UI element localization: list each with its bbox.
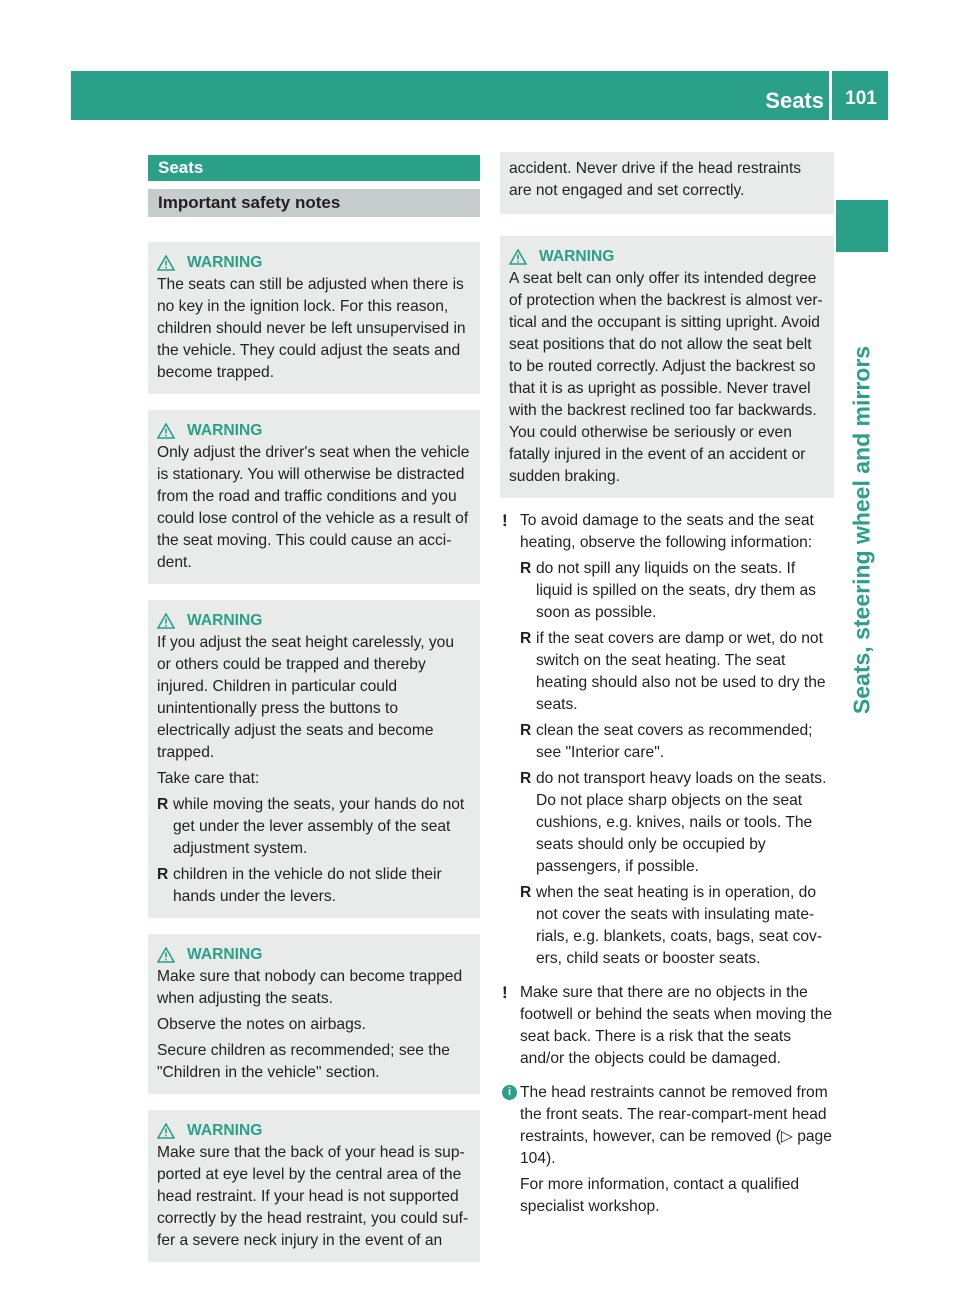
note-text: Make sure that there are no objects in the footwell or behind the seats when moving the seat back. There is a risk that the seats and/or the objects could be damaged.: [520, 984, 833, 1067]
list-item: [520, 628, 834, 716]
list-item-text: while moving the seats, your hands do not get under the lever assembly of the seat adjustment system.: [173, 796, 465, 857]
bullet-icon: R: [520, 770, 532, 787]
warning-text: Take care that:: [157, 770, 260, 787]
header-section-title: Seats: [765, 88, 824, 113]
warning-text: If you adjust the seat height carelessly, you or others could be trapped and thereby injured. Children in particular could unintentionally press the buttons to electrically adjust the seats and become trapped.: [157, 634, 455, 761]
left-column: [148, 155, 480, 1262]
bullet-icon: R: [157, 866, 169, 883]
caution-note: [500, 982, 834, 1070]
warning-text: Observe the notes on airbags.: [157, 1016, 366, 1033]
warning-triangle-icon: [157, 1123, 177, 1139]
warning-label: WARNING: [187, 946, 263, 963]
list-item: [520, 768, 834, 878]
side-tab-label: Seats, steering wheel and mirrors: [848, 345, 875, 715]
list-item: [520, 558, 834, 624]
warning-heading: [157, 252, 471, 274]
bullet-icon: R: [520, 630, 532, 647]
list-item: [520, 882, 834, 970]
exclamation-icon: !: [502, 983, 508, 1002]
warning-label: WARNING: [187, 422, 263, 439]
bullet-icon: R: [520, 722, 532, 739]
side-tab: [836, 200, 888, 1250]
info-icon: i: [502, 1085, 517, 1100]
warning-label: WARNING: [187, 1122, 263, 1139]
warning-box: [148, 600, 480, 918]
note-text: For more information, contact a qualified specialist workshop.: [520, 1176, 800, 1215]
warning-heading: [509, 246, 825, 268]
subsection-heading: Important safety notes: [148, 189, 480, 217]
list-item-text: do not transport heavy loads on the seats. Do not place sharp objects on the seat cushions, e.g. knives, nails or tools. The seats should only be occupied by passengers, if possible.: [536, 770, 827, 875]
list-item-text: children in the vehicle do not slide their hands under the levers.: [173, 866, 442, 905]
list-item-text: do not spill any liquids on the seats. If liquid is spilled on the seats, dry them as soon as possible.: [536, 560, 816, 621]
warning-triangle-icon: [157, 613, 177, 629]
warning-text: accident. Never drive if the head restraints are not engaged and set correctly.: [509, 160, 802, 199]
warning-continuation-box: [500, 152, 834, 214]
warning-triangle-icon: [157, 423, 177, 439]
list-item: [157, 794, 471, 860]
warning-triangle-icon: [157, 947, 177, 963]
page-number: 101: [845, 88, 877, 109]
warning-triangle-icon: [157, 255, 177, 271]
header-separator: [829, 71, 832, 120]
bullet-icon: R: [520, 560, 532, 577]
list-item-text: clean the seat covers as recommended; see "Interior care".: [536, 722, 813, 761]
warning-heading: [157, 420, 471, 442]
note-text: The head restraints cannot be removed from the front seats. The rear-compart-ment head restraints, however, can be removed (▷ page 104).: [520, 1084, 832, 1167]
info-note: [500, 1082, 834, 1218]
warning-box: [148, 1110, 480, 1262]
warning-label: WARNING: [539, 248, 615, 265]
bullet-icon: R: [157, 796, 169, 813]
warning-text: Only adjust the driver's seat when the vehicle is stationary. You will otherwise be distracted from the road and traffic conditions and you could lose control of the vehicle as a result of the seat moving. This could cause an acci-dent.: [157, 444, 470, 571]
warning-heading: [157, 1120, 471, 1142]
warning-text: Secure children as recommended; see the "Children in the vehicle" section.: [157, 1042, 450, 1081]
section-heading: Seats: [148, 155, 480, 181]
list-item: [520, 720, 834, 764]
warning-box: [500, 236, 834, 498]
warning-text: A seat belt can only offer its intended degree of protection when the backrest is almost ver-tical and the occupant is sitting upright. Avoid seat positions that do not allow the seat belt to be routed correctly. Adjust the backrest so that it is as upright as possible. Never travel with the backrest reclined too far backwards. You could otherwise be seriously or even fatally injured in the event of an accident or sudden braking.: [509, 270, 823, 485]
list-item-text: if the seat covers are damp or wet, do not switch on the seat heating. The seat heating should also not be used to dry the seats.: [536, 630, 826, 713]
warning-box: [148, 410, 480, 584]
exclamation-icon: !: [502, 511, 508, 530]
warning-triangle-icon: [509, 249, 529, 265]
warning-heading: [157, 944, 471, 966]
side-tab-marker: [836, 200, 888, 252]
warning-box: [148, 934, 480, 1094]
caution-note: [500, 510, 834, 970]
warning-heading: [157, 610, 471, 632]
list-item: [157, 864, 471, 908]
warning-label: WARNING: [187, 254, 263, 271]
warning-text: Make sure that nobody can become trapped when adjusting the seats.: [157, 968, 463, 1007]
warning-label: WARNING: [187, 612, 263, 629]
warning-text: The seats can still be adjusted when there is no key in the ignition lock. For this reason, children should never be left unsupervised in the vehicle. They could adjust the seats and become trapped.: [157, 276, 466, 381]
warning-box: [148, 242, 480, 394]
bullet-icon: R: [520, 884, 532, 901]
right-column: [500, 152, 834, 1218]
note-text: To avoid damage to the seats and the seat heating, observe the following information:: [520, 512, 814, 551]
list-item-text: when the seat heating is in operation, do not cover the seats with insulating mate-rials, e.g. blankets, coats, bags, seat cov-ers, child seats or booster seats.: [536, 884, 823, 967]
warning-text: Make sure that the back of your head is sup-ported at eye level by the central area of the head restraint. If your head is not supported correctly by the head restraint, you could suf-fer a severe neck injury in the event of an: [157, 1144, 469, 1249]
